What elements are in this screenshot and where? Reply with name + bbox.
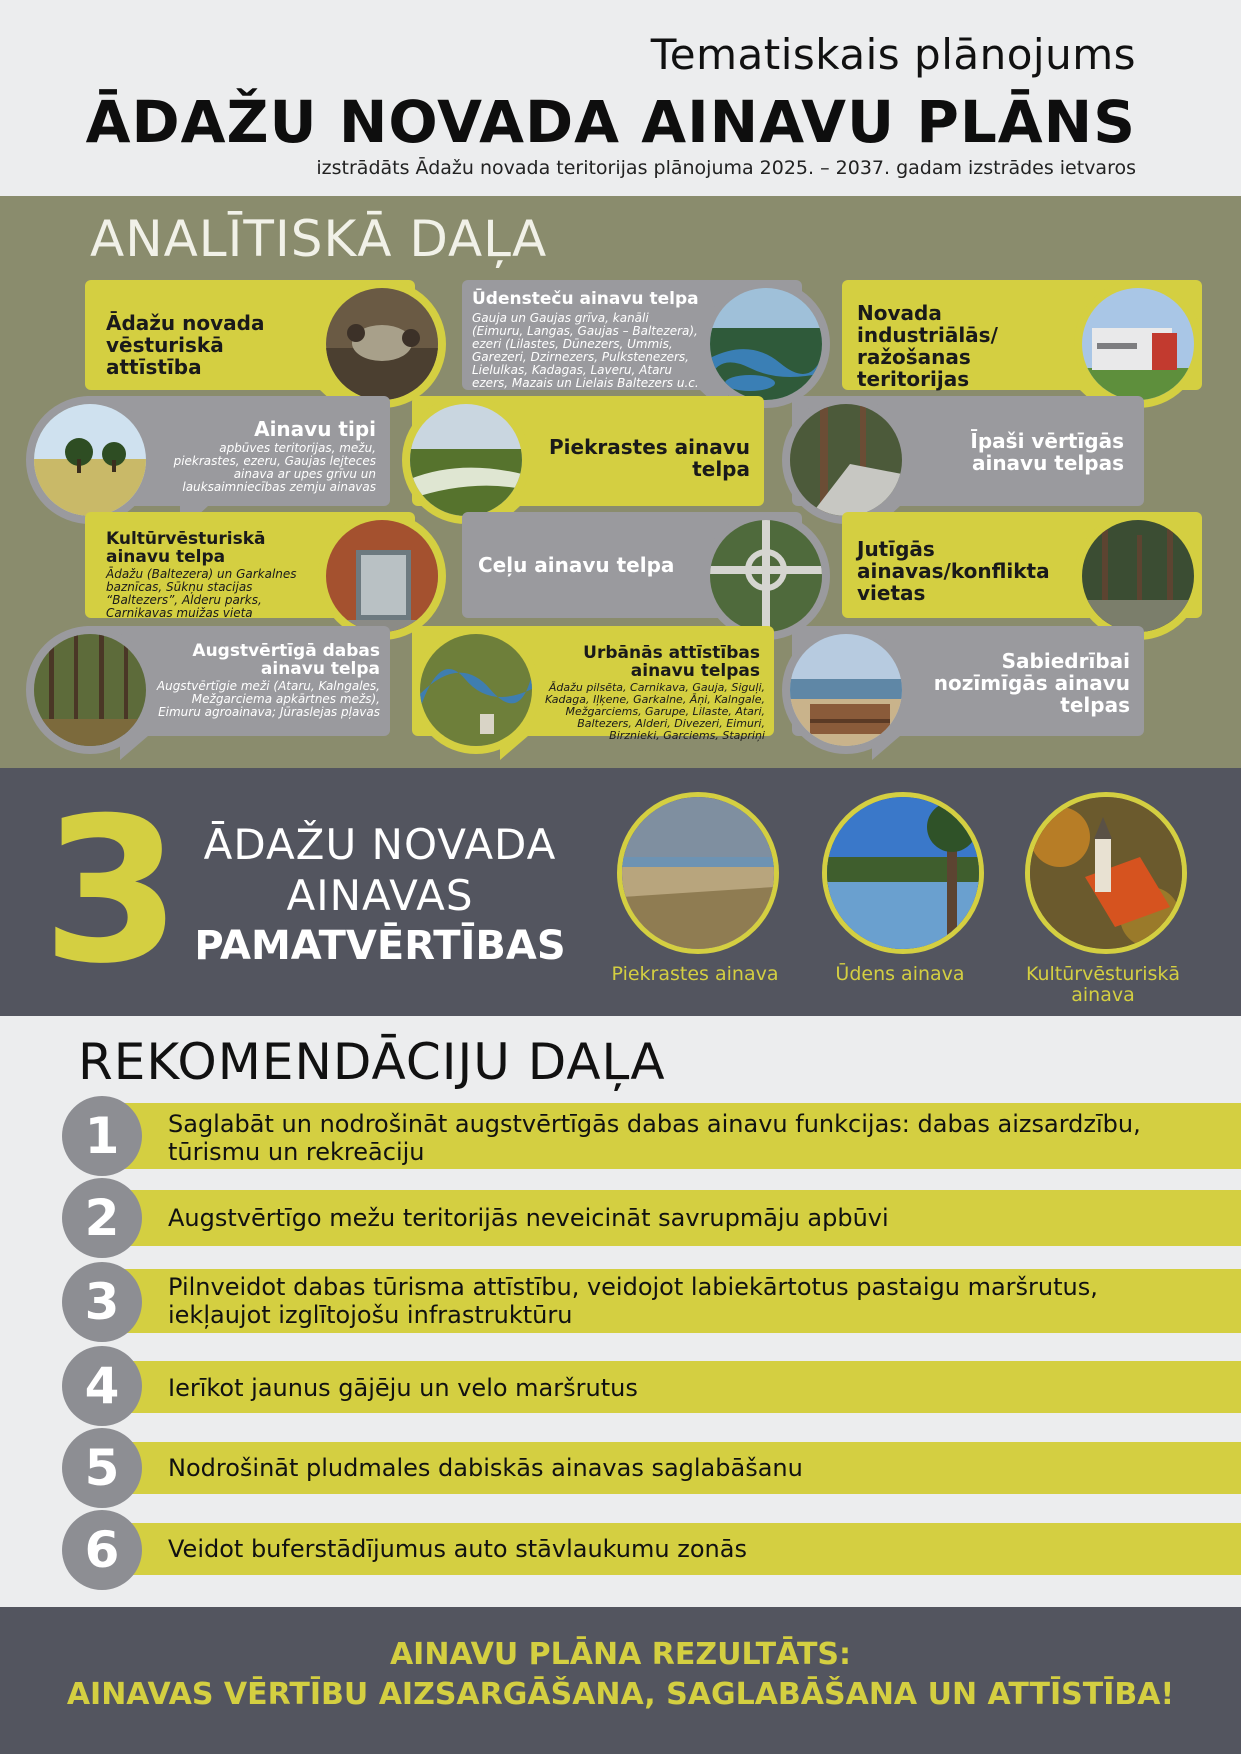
rec-text-3: Pilnveidot dabas tūrisma attīstību, veidojot labiekārtotus pastaigu maršrutus, iekļaujot izglītojošu infrastruktūru bbox=[168, 1273, 1098, 1329]
industrial-photo bbox=[1074, 280, 1202, 408]
rec-number-4: 4 bbox=[62, 1346, 142, 1426]
footer bbox=[0, 1607, 1241, 1754]
page-title: ĀDAŽU NOVADA AINAVU PLĀNS bbox=[85, 88, 1136, 156]
footer-line2: AINAVAS VĒRTĪBU AIZSARGĀŠANA, SAGLABĀŠANA UN ATTĪSTĪBA! bbox=[66, 1677, 1175, 1712]
values-line3: PAMATVĒRTĪBAS bbox=[194, 923, 566, 969]
value-photo-water bbox=[822, 792, 984, 954]
analytic-section bbox=[0, 196, 1241, 768]
rec-text-2: Augstvērtīgo mežu teritorijās neveicināt savrupmāju apbūvi bbox=[168, 1204, 889, 1232]
rec-number-1: 1 bbox=[62, 1096, 142, 1176]
card-cultural-title: Kultūrvēsturiskā ainavu telpa bbox=[106, 529, 266, 567]
recommendations-title: REKOMENDĀCIJU DAĻA bbox=[78, 1033, 666, 1091]
header-description: izstrādāts Ādažu novada teritorijas plānojuma 2025. – 2037. gadam izstrādes ietvaros bbox=[316, 157, 1136, 179]
social-photo bbox=[782, 626, 910, 754]
water-photo bbox=[702, 280, 830, 408]
card-urban-title: Urbānās attīstības ainavu telpas bbox=[583, 643, 760, 681]
card-sensitive-title: Jutīgās ainavas/konflikta vietas bbox=[857, 537, 1050, 605]
rec-text-6: Veidot buferstādījumus auto stāvlaukumu zonās bbox=[168, 1535, 747, 1563]
header-subtitle: Tematiskais plānojums bbox=[650, 30, 1136, 79]
valuable-photo bbox=[782, 396, 910, 524]
cultural-photo bbox=[318, 512, 446, 640]
types-photo bbox=[26, 396, 154, 524]
nature-photo bbox=[26, 626, 154, 754]
card-cultural-body: Ādažu (Baltezera) un Garkalnes baznīcas, Sūkņu stacijas “Baltezers”, Alderu parks, Carnikavas muižas vieta bbox=[106, 567, 297, 620]
value-label-water: Ūdens ainava bbox=[835, 963, 965, 985]
analytic-title: ANALĪTISKĀ DAĻA bbox=[90, 210, 548, 268]
coastal-photo bbox=[402, 396, 530, 524]
rec-text-1: Saglabāt un nodrošināt augstvērtīgās dabas ainavu funkcijas: dabas aizsardzību, tūrismu un rekreāciju bbox=[168, 1110, 1141, 1166]
card-types-title: Ainavu tipi bbox=[254, 417, 376, 441]
rec-number-5: 5 bbox=[62, 1428, 142, 1508]
card-water-title: Ūdensteču ainavu telpa bbox=[472, 289, 699, 309]
values-number: 3 bbox=[42, 775, 182, 1008]
value-label-coastal: Piekrastes ainava bbox=[611, 963, 779, 985]
card-history-title: Ādažu novada vēsturiskā attīstība bbox=[106, 311, 265, 379]
rec-number-6: 6 bbox=[62, 1510, 142, 1590]
card-social-title: Sabiedrībai nozīmīgās ainavu telpas bbox=[933, 649, 1130, 717]
rec-number-2: 2 bbox=[62, 1178, 142, 1258]
rec-text-4: Ierīkot jaunus gājēju un velo maršrutus bbox=[168, 1374, 638, 1402]
card-industrial-title: Novada industriālās/ ražošanas teritorijas bbox=[857, 301, 998, 391]
card-coastal-title: Piekrastes ainavu telpa bbox=[549, 435, 750, 481]
card-water-body: Gauja un Gaujas grīva, kanāli (Eimuru, Langas, Gaujas – Baltezera), ezeri (Lilastes, Dūnezers, Ummis, Garezeri, Dzirnezers, Pulkstenezers, Lielulkas, Kadagas, Laveru, Ataru ezers, Mazais un Lielais Baltezers u.c. bbox=[472, 311, 699, 390]
footer-line1: AINAVU PLĀNA REZULTĀTS: bbox=[389, 1637, 852, 1672]
value-photo-coastal bbox=[617, 792, 779, 954]
header bbox=[0, 0, 1241, 196]
sensitive-photo bbox=[1074, 512, 1202, 640]
card-nature-body: Augstvērtīgie meži (Ataru, Kalngales, Mežgarciema apkārtnes mežs), Eimuru agroainava; Jūraslejas pļavas bbox=[156, 679, 380, 719]
history-photo bbox=[318, 280, 446, 408]
value-label-cultural: Kultūrvēsturiskā ainava bbox=[1025, 963, 1181, 1006]
card-types-body: apbūves teritorijas, mežu, piekrastes, ezeru, Gaujas lejteces ainava ar upes grīvu un lauksaimniecības zemju ainavas bbox=[173, 441, 376, 494]
card-nature-title: Augstvērtīgā dabas ainavu telpa bbox=[192, 641, 380, 679]
rec-text-5: Nodrošināt pludmales dabiskās ainavas saglabāšanu bbox=[168, 1454, 803, 1482]
urban-photo bbox=[412, 626, 540, 754]
card-urban-body: Ādažu pilsēta, Carnikava, Gauja, Siguļi, Kadaga, Iļķene, Garkalne, Āņi, Kalngale, Mežgarciems, Garupe, Lilaste, Atari, Baltezers, Alderi, Divezeri, Eimuri, Birznieki, Garciems, Stapriņi bbox=[544, 681, 765, 742]
values-line1: ĀDAŽU NOVADA bbox=[203, 820, 557, 869]
values-line2: AINAVAS bbox=[286, 871, 474, 920]
roads-photo bbox=[702, 512, 830, 640]
rec-number-3: 3 bbox=[62, 1262, 142, 1342]
card-valuable-title: Īpaši vērtīgās ainavu telpas bbox=[970, 429, 1124, 475]
value-photo-cultural bbox=[1025, 792, 1187, 954]
values-section bbox=[0, 768, 1241, 1016]
card-roads-title: Ceļu ainavu telpa bbox=[478, 553, 675, 577]
